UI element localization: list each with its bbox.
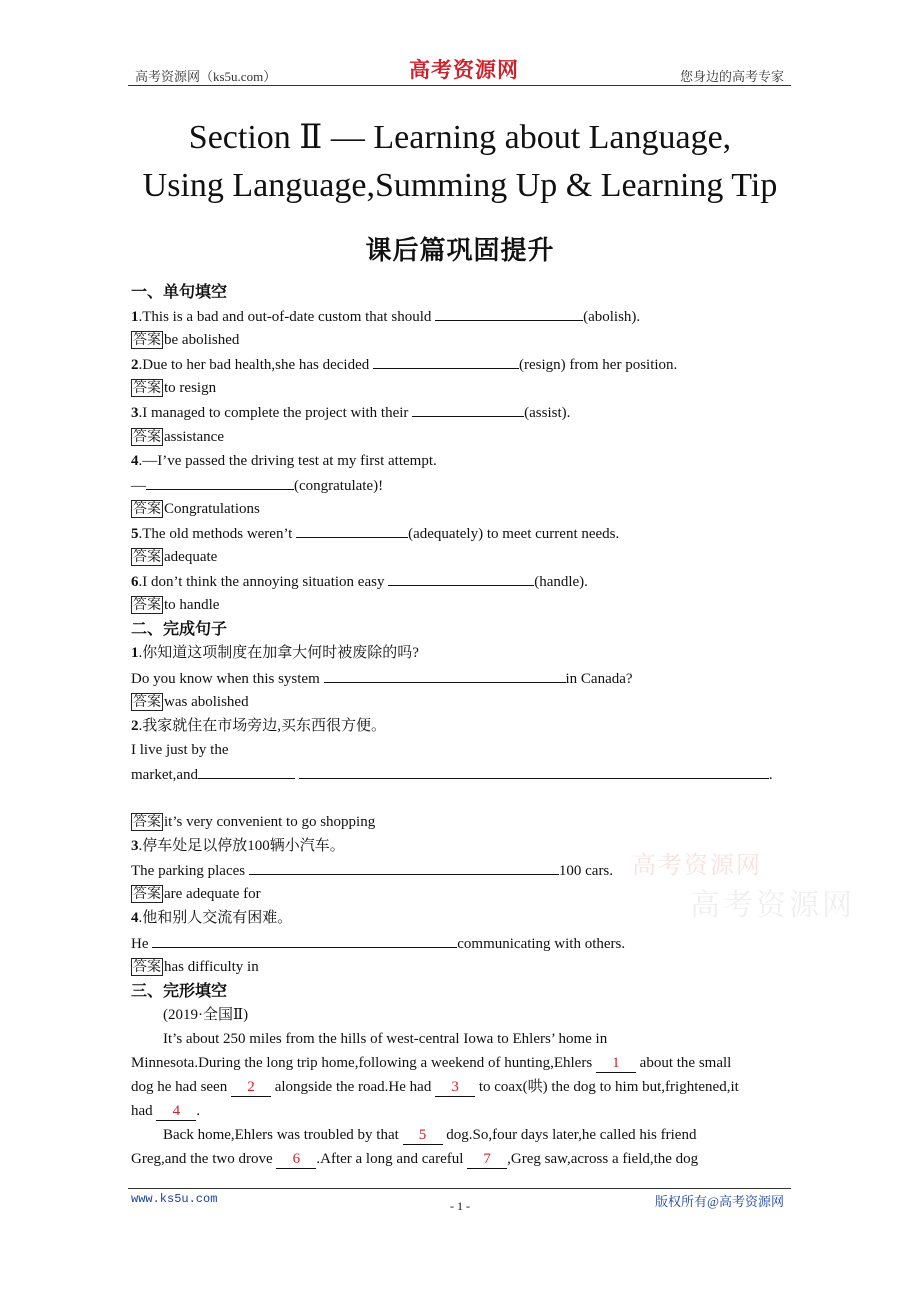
answer-text: Congratulations bbox=[164, 500, 260, 517]
title-line-1: Section Ⅱ — Learning about Language, bbox=[188, 119, 732, 156]
cloze-text: dog he had seen bbox=[131, 1079, 231, 1096]
answer-label: 答案 bbox=[133, 332, 161, 349]
answer-text: to resign bbox=[164, 380, 217, 397]
q-text: (congratulate)! bbox=[294, 477, 384, 494]
q-text: .I managed to complete the project with their bbox=[138, 405, 413, 422]
answer-text: has difficulty in bbox=[164, 958, 259, 975]
q-text: .他和别人交流有困难。 bbox=[138, 910, 293, 927]
translation-answer-1 bbox=[131, 690, 791, 714]
answer-5 bbox=[131, 545, 791, 569]
cloze-p1-line2 bbox=[131, 1051, 791, 1075]
answer-label: 答案 bbox=[133, 500, 161, 517]
q-num: 3 bbox=[131, 838, 139, 855]
answer-blank[interactable] bbox=[152, 931, 457, 948]
question-6 bbox=[131, 569, 791, 593]
q-text: (assist). bbox=[524, 405, 571, 422]
header-site-name: 高考资源网（ks5u.com） bbox=[135, 69, 277, 84]
answer-text: was abolished bbox=[164, 693, 249, 710]
watermark-grey: 高考资源网 bbox=[690, 888, 855, 923]
translation-3-cn bbox=[131, 834, 791, 858]
q-text: .I don’t think the annoying situation easy bbox=[138, 574, 389, 591]
answer-2 bbox=[131, 376, 791, 400]
translation-3-en bbox=[131, 858, 791, 882]
question-5 bbox=[131, 521, 791, 545]
translation-1-en bbox=[131, 666, 791, 690]
answer-text: adequate bbox=[164, 549, 218, 566]
cloze-p2-line1 bbox=[131, 1123, 791, 1147]
document-body bbox=[131, 280, 791, 1171]
cloze-blank-4[interactable]: 4 bbox=[156, 1102, 196, 1121]
q-text: .Due to her bad health,she has decided bbox=[138, 357, 373, 374]
answer-label: 答案 bbox=[133, 886, 161, 903]
answer-text: be abolished bbox=[164, 332, 240, 349]
answer-blank[interactable] bbox=[412, 400, 524, 417]
cloze-p1-line3 bbox=[131, 1075, 791, 1099]
q-num: 1 bbox=[131, 645, 139, 662]
cloze-text: Minnesota.During the long trip home,following a weekend of hunting,Ehlers bbox=[131, 1055, 596, 1071]
q-num: 6 bbox=[131, 574, 139, 591]
answer-4 bbox=[131, 497, 791, 521]
translation-answer-2 bbox=[131, 810, 791, 834]
answer-blank[interactable] bbox=[324, 666, 566, 683]
q-num: 2 bbox=[131, 357, 139, 374]
translation-answer-4 bbox=[131, 955, 791, 979]
question-4-reply bbox=[131, 473, 791, 497]
page-number: - 1 - bbox=[450, 1199, 470, 1213]
answer-3 bbox=[131, 425, 791, 449]
header-slogan: 您身边的高考专家 bbox=[679, 69, 784, 84]
translation-answer-3 bbox=[131, 882, 791, 906]
cloze-blank-6[interactable]: 6 bbox=[276, 1150, 316, 1169]
cloze-blank-5[interactable]: 5 bbox=[403, 1126, 443, 1145]
translation-4-cn bbox=[131, 906, 791, 930]
q-text: .你知道这项制度在加拿大何时被废除的吗? bbox=[138, 645, 419, 662]
q-num: 1 bbox=[131, 309, 139, 326]
cloze-p1-line4 bbox=[131, 1099, 791, 1123]
q-text: .停车处足以停放100辆小汽车。 bbox=[138, 838, 345, 855]
translation-2-cn bbox=[131, 714, 791, 738]
watermark-red: 高考资源网 bbox=[632, 851, 762, 879]
q-text: .This is a bad and out-of-date custom that should bbox=[138, 309, 436, 326]
translation-2-en-1 bbox=[131, 738, 791, 762]
q-text: .—I’ve passed the driving test at my first attempt. bbox=[138, 452, 437, 469]
q-num: 5 bbox=[131, 525, 139, 542]
q-text: — bbox=[131, 477, 146, 494]
question-2 bbox=[131, 352, 791, 376]
title-line-2: Using Language,Summing Up & Learning Tip bbox=[142, 167, 778, 204]
answer-text: assistance bbox=[164, 428, 224, 445]
q-text: (handle). bbox=[534, 574, 588, 591]
section-1-heading: 一、单句填空 bbox=[131, 282, 228, 301]
q-text: market,and bbox=[131, 766, 199, 783]
cloze-text: . bbox=[196, 1103, 201, 1120]
q-num: 2 bbox=[131, 717, 139, 734]
answer-blank[interactable] bbox=[299, 762, 769, 779]
cloze-text: to coax(哄) the dog to him but,frightened,it bbox=[475, 1079, 739, 1096]
q-num: 4 bbox=[131, 910, 139, 927]
answer-label: 答案 bbox=[133, 428, 161, 445]
translation-1-cn bbox=[131, 641, 791, 665]
q-text: He bbox=[131, 935, 153, 952]
answer-1 bbox=[131, 328, 791, 352]
answer-text: are adequate for bbox=[164, 886, 261, 903]
q-text: in Canada? bbox=[565, 670, 633, 687]
q-text: . bbox=[768, 766, 773, 783]
q-text: (abolish). bbox=[583, 309, 641, 326]
q-text: Do you know when this system bbox=[131, 670, 324, 687]
translation-4-en bbox=[131, 931, 791, 955]
answer-label: 答案 bbox=[133, 693, 161, 710]
cloze-text: Greg,and the two drove bbox=[131, 1151, 277, 1168]
translation-2-en-2 bbox=[131, 762, 791, 786]
footer-site-link[interactable]: www.ks5u.com bbox=[131, 1192, 218, 1206]
cloze-blank-1[interactable]: 1 bbox=[596, 1054, 636, 1073]
q-text: .The old methods weren’t bbox=[138, 525, 297, 542]
answer-blank[interactable] bbox=[435, 304, 583, 321]
cloze-blank-2[interactable]: 2 bbox=[231, 1078, 271, 1097]
q-text: .我家就住在市场旁边,买东西很方便。 bbox=[138, 717, 387, 734]
q-text: 100 cars. bbox=[558, 863, 614, 880]
spacer bbox=[131, 786, 791, 810]
answer-blank[interactable] bbox=[296, 521, 408, 538]
footer-copyright: 版权所有@高考资源网 bbox=[655, 1194, 784, 1209]
cloze-text: alongside the road.He had bbox=[270, 1079, 436, 1096]
cloze-text: ,Greg saw,across a field,the dog bbox=[507, 1151, 699, 1168]
q-text: I live just by the bbox=[131, 741, 229, 758]
answer-text: to handle bbox=[164, 597, 220, 614]
answer-label: 答案 bbox=[133, 597, 161, 614]
q-num: 3 bbox=[131, 405, 139, 422]
section-2-heading: 二、完成句子 bbox=[131, 619, 228, 639]
cloze-blank-3[interactable]: 3 bbox=[435, 1078, 475, 1097]
answer-blank[interactable] bbox=[198, 762, 295, 779]
cloze-text: Back home,Ehlers was troubled by that bbox=[163, 1127, 403, 1144]
page-subtitle: 课后篇巩固提升 bbox=[365, 236, 555, 266]
answer-blank[interactable] bbox=[146, 473, 294, 490]
q-text: (resign) from her position. bbox=[519, 357, 678, 374]
q-num: 4 bbox=[131, 452, 139, 469]
cloze-p2-line2 bbox=[131, 1147, 791, 1171]
page-title bbox=[0, 114, 920, 210]
header-logo: 高考资源网 bbox=[409, 57, 519, 82]
answer-label: 答案 bbox=[133, 549, 161, 566]
answer-blank[interactable] bbox=[249, 858, 559, 875]
cloze-p1-line1: It’s about 250 miles from the hills of west-central Iowa to Ehlers’ home in bbox=[163, 1030, 608, 1047]
answer-6 bbox=[131, 593, 791, 617]
answer-text: it’s very convenient to go shopping bbox=[164, 814, 376, 831]
cloze-blank-7[interactable]: 7 bbox=[467, 1150, 507, 1169]
cloze-source: (2019·全国Ⅱ) bbox=[163, 1006, 249, 1023]
q-text: communicating with others. bbox=[457, 935, 626, 952]
question-4 bbox=[131, 449, 791, 473]
cloze-text: .After a long and careful bbox=[316, 1151, 468, 1168]
question-1 bbox=[131, 304, 791, 328]
question-3 bbox=[131, 400, 791, 424]
q-text: (adequately) to meet current needs. bbox=[408, 525, 620, 542]
answer-label: 答案 bbox=[133, 380, 161, 397]
cloze-text: dog.So,four days later,he called his friend bbox=[442, 1127, 697, 1144]
q-text: The parking places bbox=[131, 863, 249, 880]
footer-divider bbox=[128, 1188, 791, 1189]
header-divider bbox=[128, 85, 791, 86]
section-3-heading: 三、完形填空 bbox=[131, 980, 228, 1000]
answer-blank[interactable] bbox=[388, 569, 534, 586]
cloze-text: about the small bbox=[635, 1055, 732, 1071]
cloze-text: had bbox=[131, 1103, 157, 1120]
answer-blank[interactable] bbox=[373, 352, 519, 369]
answer-label: 答案 bbox=[133, 958, 161, 975]
answer-label: 答案 bbox=[133, 814, 161, 831]
